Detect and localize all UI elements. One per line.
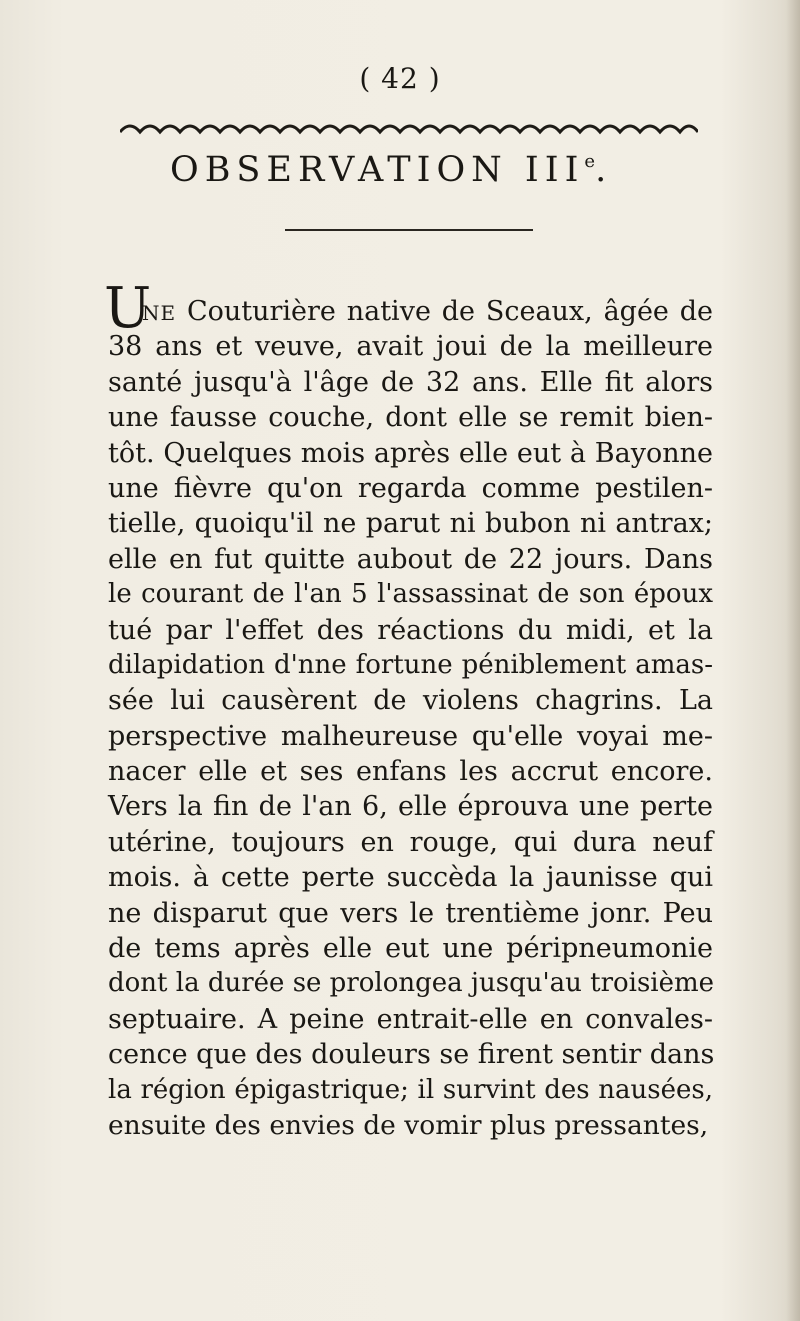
text-line (108, 294, 713, 329)
text-line: sée lui causèrent de violens chagrins. La (108, 685, 713, 717)
decorative-ornament-rule (120, 118, 698, 142)
text-line: dilapidation d'nne fortune péniblement amas- (108, 649, 713, 680)
page-edge-shadow (786, 0, 800, 1321)
text-line: ensuite des envies de vomir plus pressantes, (108, 1109, 709, 1141)
text-line: cence que des douleurs se firent sentir dans (108, 1039, 715, 1071)
text-line: dont la durée se prolongea jusqu'au troisième (108, 968, 715, 999)
text-line-content: Couturière native de Sceaux, âgée de (176, 296, 713, 327)
text-line: utérine, toujours en rouge, qui dura neuf (108, 826, 713, 858)
text-line: tielle, quoiqu'il ne parut ni bubon ni antrax; (108, 508, 713, 540)
heading-period: . (595, 150, 613, 190)
text-line: tôt. Quelques mois après elle eut à Bayonne (108, 437, 713, 469)
heading-text: OBSERVATION III (170, 150, 585, 190)
text-line: septuaire. A peine entrait-elle en convales- (108, 1003, 713, 1035)
drop-cap: U (104, 276, 152, 341)
observation-heading (170, 150, 612, 190)
text-line: elle en fut quitte aubout de 22 jours. Dans (108, 543, 713, 575)
text-line: ne disparut que vers le trentième jonr. Peu (108, 897, 713, 929)
body-paragraph (108, 294, 713, 1143)
text-line: la région épigastrique; il survint des nausées, (108, 1074, 713, 1105)
section-divider (285, 229, 533, 231)
text-line: perspective malheureuse qu'elle voyai me- (108, 720, 713, 752)
text-line: nacer elle et ses enfans les accrut encore. (108, 756, 713, 788)
text-line: de tems après elle eut une péripneumonie (108, 933, 713, 965)
text-line: une fausse couche, dont elle se remit bien- (108, 402, 713, 434)
text-line: santé jusqu'à l'âge de 32 ans. Elle fit alors (108, 366, 713, 398)
text-line: tué par l'effet des réactions du midi, et la (108, 614, 713, 646)
text-line: 38 ans et veuve, avait joui de la meilleure (108, 331, 713, 363)
heading-superscript: e (584, 151, 596, 172)
text-line: mois. à cette perte succèda la jaunisse qui (108, 862, 713, 894)
small-caps-word: NE (142, 301, 177, 325)
page-number: ( 42 ) (359, 62, 441, 95)
text-line: Vers la fin de l'an 6, elle éprouva une perte (108, 791, 713, 823)
text-line: une fièvre qu'on regarda comme pestilen- (108, 472, 713, 504)
text-line: le courant de l'an 5 l'assassinat de son époux (108, 579, 713, 610)
